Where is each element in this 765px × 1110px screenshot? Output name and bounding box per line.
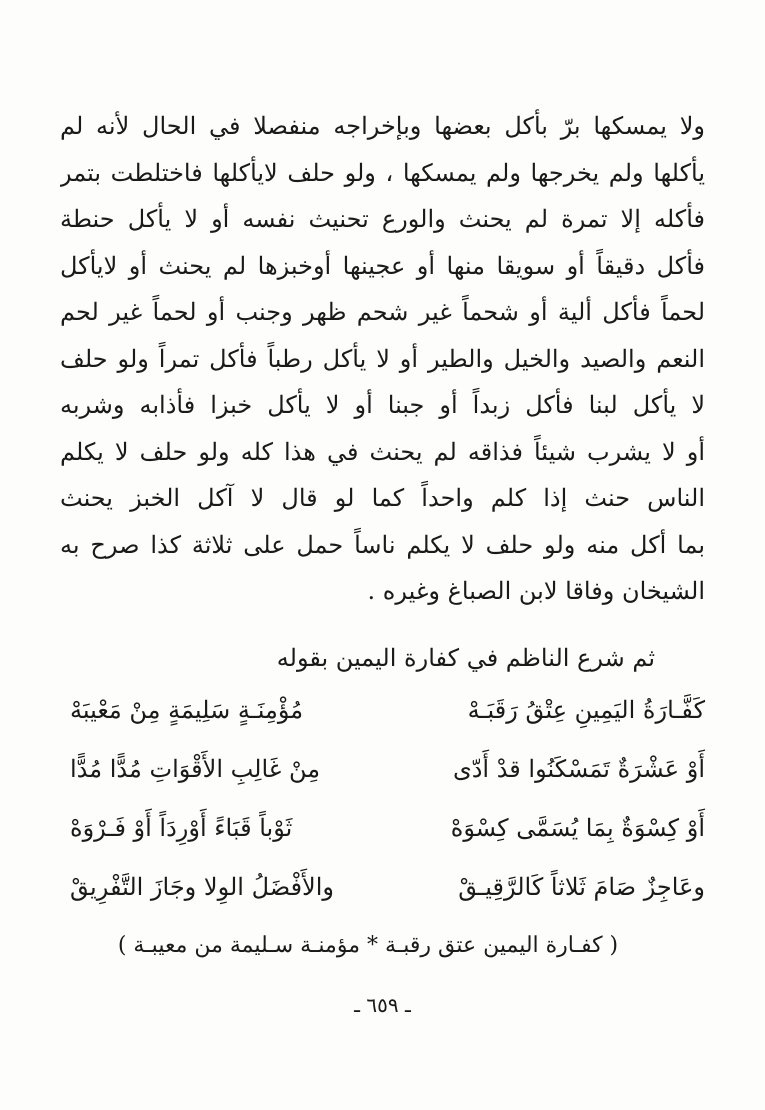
page-number: ـ ٦٥٩ ـ <box>354 993 411 1017</box>
verse-first-hemistich: أَوْ عَشْرَةٌ تَمَسْكَنُوا قدْ أَدّى <box>452 755 705 783</box>
poem-verses <box>70 690 705 926</box>
prose-line: ولا يمسكها برّ بأكل بعضها وبإخراجه منفصلا في الحال لأنه لم <box>60 112 705 140</box>
section-heading: ثم شرع الناظم في كفارة اليمين بقوله <box>276 644 655 672</box>
prose-line: الناس حنث إذا كلم واحداً كما لو قال لا آكل الخبز يحنث <box>60 484 705 512</box>
verse-first-hemistich: كَفَّـارَةُ اليَمِينِ عِتْقُ رَقَبَـهْ <box>467 696 705 724</box>
verse-second-hemistich: مُؤْمِنَـةٍ سَلِيمَةٍ مِنْ مَعْيبَهْ <box>70 696 304 724</box>
prose-line: لا يأكل لبنا فأكل زبداً أو جبنا أو لا يأكل خبزا فأذابه وشربه <box>60 391 705 419</box>
poem-verse <box>70 690 705 749</box>
verse-second-hemistich: والأَفْضَلُ الوِلا وجَازَ التَّفْرِيقْ <box>70 873 334 901</box>
prose-line: يأكلها ولم يخرجها ولم يمسكها ، ولو حلف لايأكلها فاختلطت بتمر <box>60 158 705 187</box>
verse-summary: ( كفـارة اليمين عتق رقبـة * مؤمنـة سـليمة من معيبـة ) <box>117 933 619 958</box>
poem-verse <box>70 867 705 926</box>
verse-first-hemistich: أَوْ كِسْوَةٌ بِمَا يُسَمَّى كِسْوَهْ <box>450 814 705 842</box>
prose-line: الشيخان وفاقا لابن الصباغ وغيره . <box>367 577 705 605</box>
poem-verse <box>70 808 705 867</box>
verse-second-hemistich: ثَوْباً قَبَاءً أَوْرِدَاً أَوْ فَـرْوَهْ <box>70 814 293 842</box>
prose-line: فأكله إلا تمرة لم يحنث والورع تحنيث نفسه أو لا يأكل حنطة <box>60 205 705 233</box>
prose-paragraph <box>60 103 705 615</box>
prose-line: فأكل دقيقاً أو سويقا منها أو عجينها أوخبزها لم يحنث أو لايأكل <box>60 251 705 280</box>
prose-line: لحماً فأكل ألية أو شحماً غير شحم ظهر وجنب أو لحماً غير لحم <box>60 298 705 326</box>
prose-line: أو لا يشرب شيئاً فذاقه لم يحنث في هذا كله ولو حلف لا يكلم <box>60 437 705 466</box>
prose-line: بما أكل منه ولو حلف لا يكلم ناساً حمل على ثلاثة كذا صرح به <box>60 530 705 559</box>
poem-verse <box>70 749 705 808</box>
verse-second-hemistich: مِنْ غَالِبِ الأَقْوَاتِ مُدًّا مُدًّا <box>70 755 321 783</box>
verse-first-hemistich: وعَاجِزٌ صَامَ ثَلاثاً كَالرَّقِيـقْ <box>458 873 705 901</box>
prose-line: النعم والصيد والخيل والطير أو لا يأكل رطباً فأكل تمراً ولو حلف <box>60 344 705 373</box>
